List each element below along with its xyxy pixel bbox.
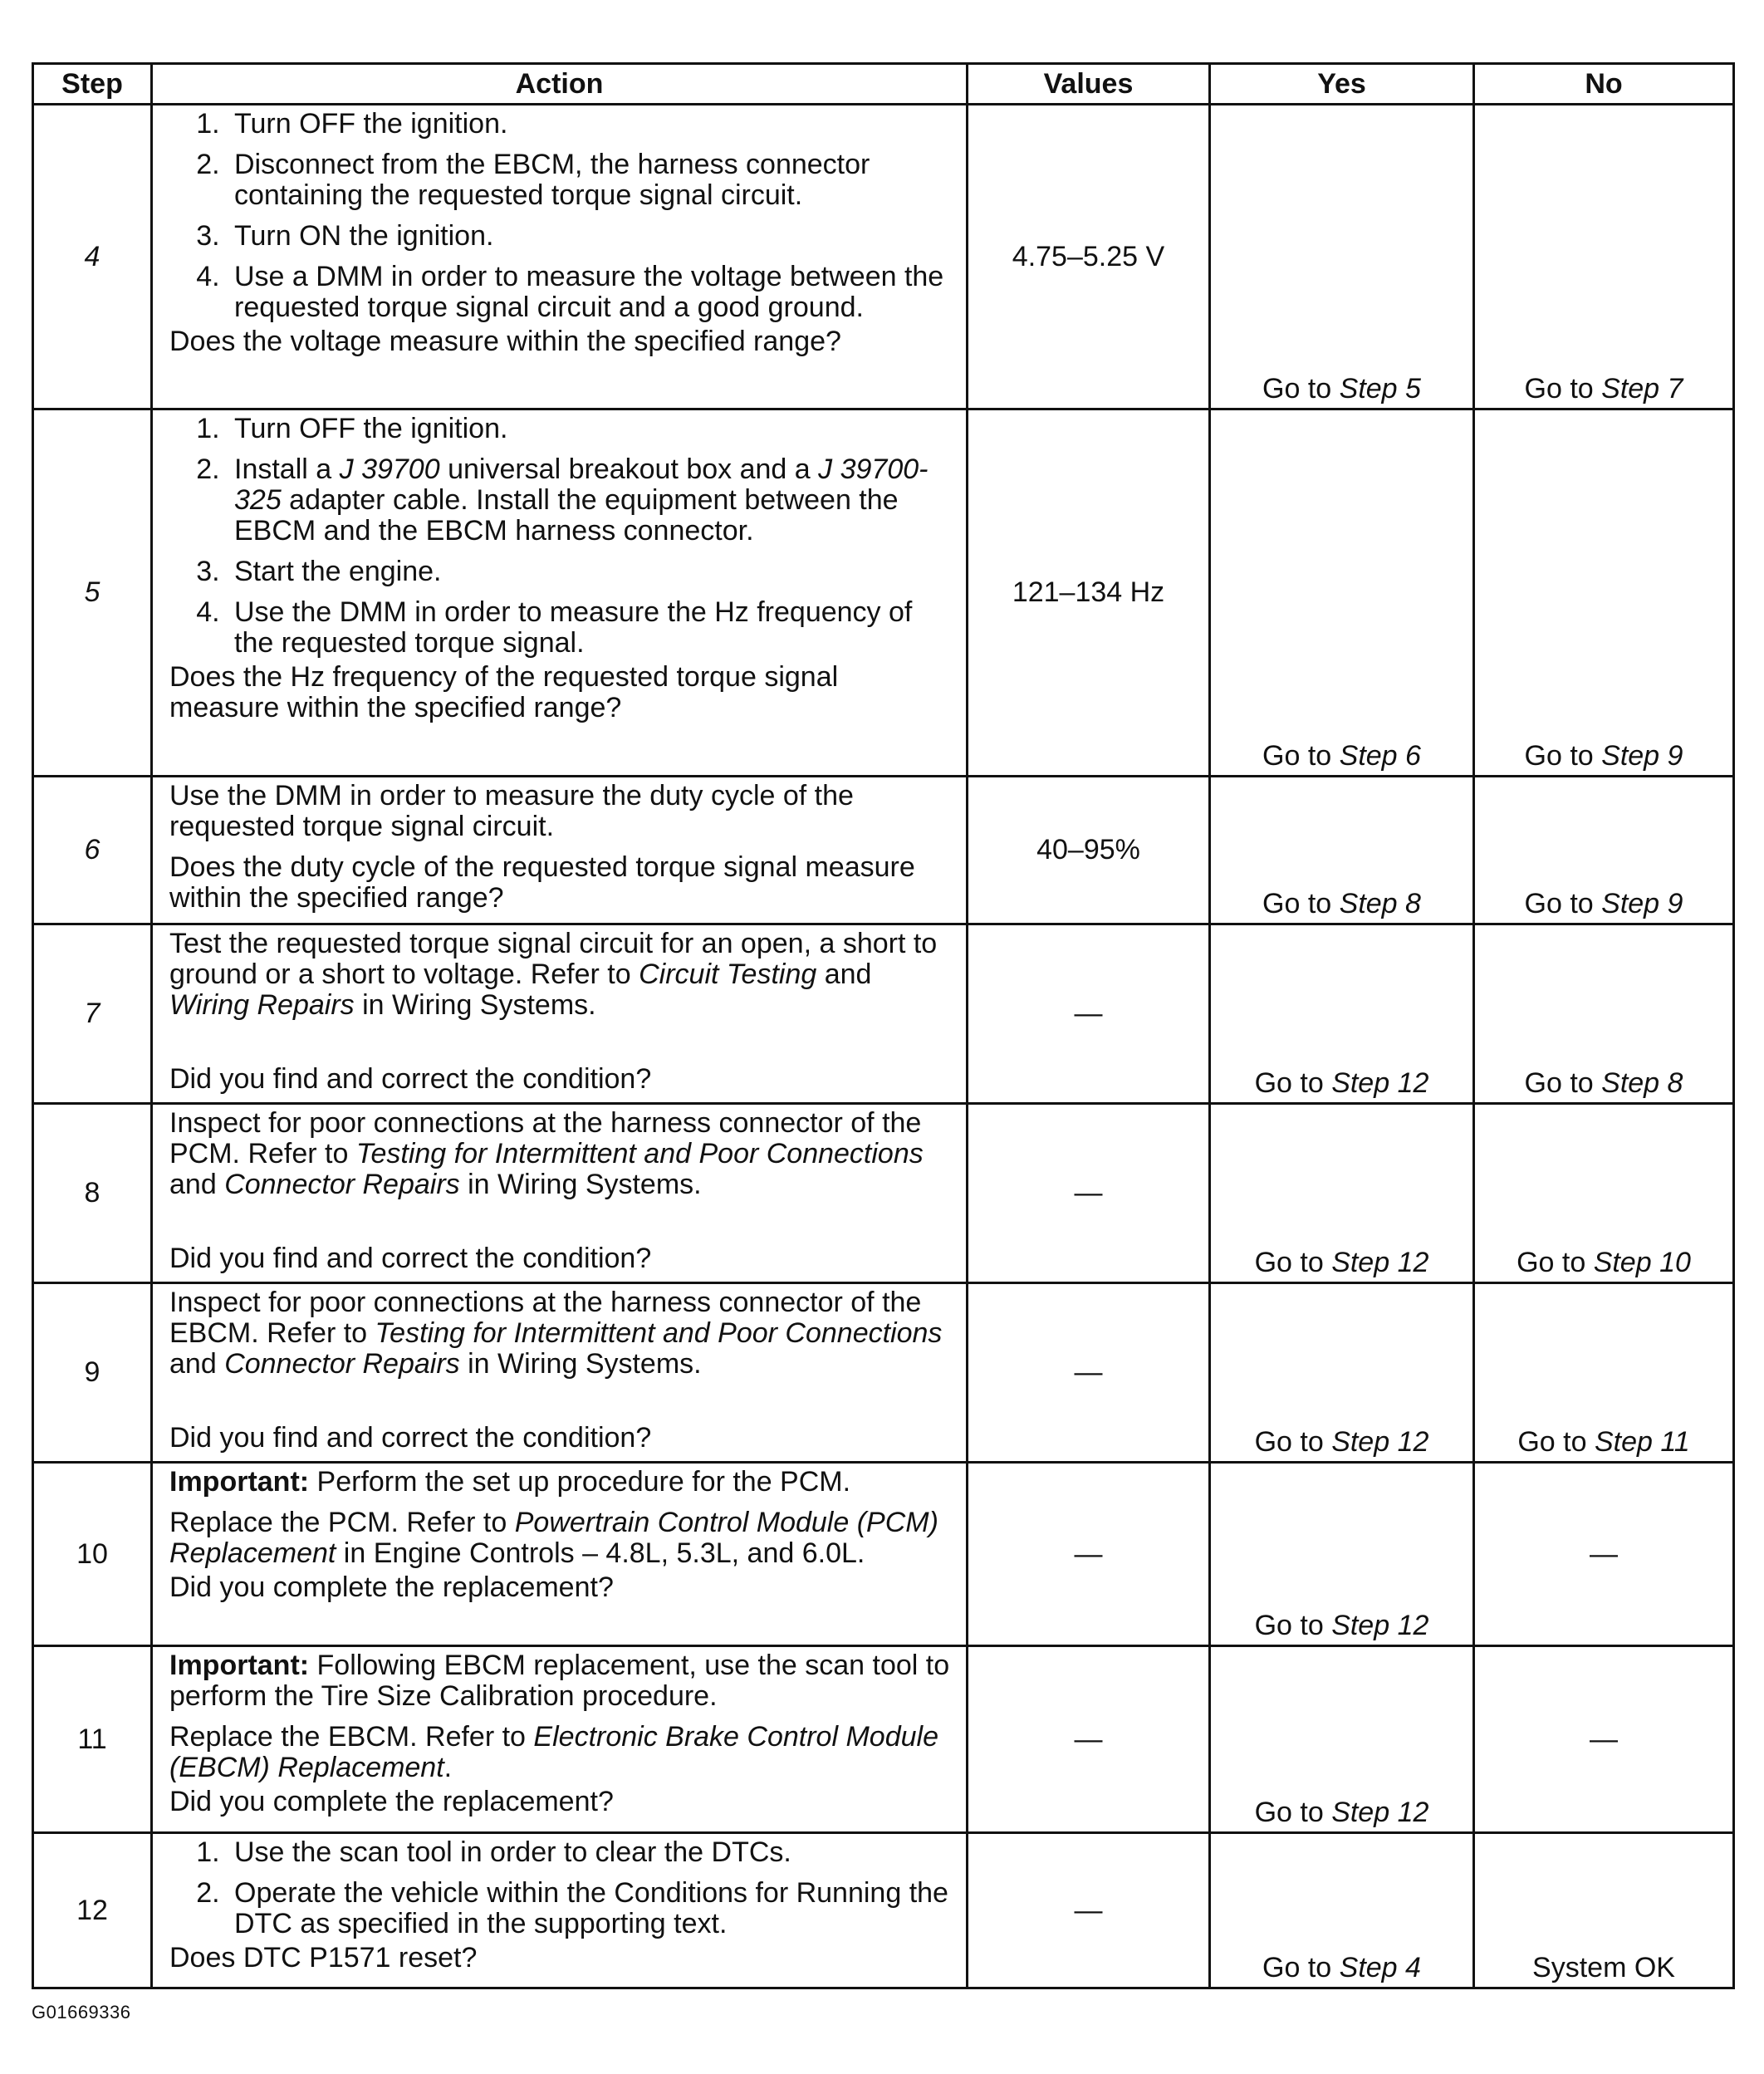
yes-goto-prefix: Go to [1254, 1067, 1332, 1099]
doc-ref: Circuit Testing [639, 959, 817, 990]
action-text: Replace the PCM. Refer to Powertrain Control Module (PCM) Replacement in Engine Controls – 4.8L, 5.3L, and 6.0L. [169, 1507, 938, 1569]
action-cell [152, 105, 968, 409]
values-cell: — [968, 924, 1210, 1104]
values-cell: — [968, 1283, 1210, 1463]
yes-step-ref: Step 6 [1339, 740, 1421, 772]
yes-goto-prefix: Go to [1262, 740, 1340, 772]
yes-step-ref: Step 5 [1339, 373, 1421, 405]
no-cell [1474, 409, 1734, 777]
yes-cell [1210, 105, 1474, 409]
yes-goto-prefix: Go to [1254, 1426, 1332, 1458]
header-no: No [1474, 64, 1734, 105]
yes-cell [1210, 1283, 1474, 1463]
values-cell: — [968, 1646, 1210, 1833]
yes-step-ref: Step 12 [1331, 1247, 1429, 1278]
table-row [33, 924, 1734, 1104]
no-step-ref: Step 7 [1601, 373, 1683, 405]
yes-cell [1210, 1104, 1474, 1283]
table-row [33, 1646, 1734, 1833]
table-row [33, 777, 1734, 924]
action-step: 3. Turn ON the ignition. [228, 221, 954, 252]
yes-cell [1210, 409, 1474, 777]
no-cell: — [1474, 1463, 1734, 1646]
action-cell [152, 1104, 968, 1283]
action-question: Does DTC P1571 reset? [169, 1942, 478, 1973]
action-question: Did you complete the replacement? [169, 1571, 614, 1603]
yes-step-ref: Step 12 [1331, 1797, 1429, 1828]
doc-ref: Wiring Repairs [169, 989, 355, 1021]
yes-goto-prefix: Go to [1254, 1797, 1332, 1828]
values-cell: 4.75–5.25 V [968, 105, 1210, 409]
action-text: Test the requested torque signal circuit for an open, a short to ground or a short to voltage. Refer to Circuit Testing and Wiring Repairs in Wiring Systems. [169, 928, 938, 1021]
no-cell [1474, 1283, 1734, 1463]
no-step-ref: Step 8 [1601, 1067, 1683, 1099]
step-number: 9 [33, 1283, 152, 1463]
yes-goto-prefix: Go to [1262, 888, 1340, 919]
yes-step-ref: Step 12 [1331, 1610, 1429, 1641]
action-cell [152, 1283, 968, 1463]
action-question: Did you find and correct the condition? [169, 1063, 652, 1095]
action-question: Did you complete the replacement? [169, 1786, 614, 1817]
diagnostic-table-page [32, 62, 1732, 1989]
action-cell [152, 409, 968, 777]
step-number: 4 [33, 105, 152, 409]
yes-step-ref: Step 12 [1331, 1067, 1429, 1099]
no-cell: — [1474, 1646, 1734, 1833]
yes-cell [1210, 1463, 1474, 1646]
yes-cell [1210, 924, 1474, 1104]
doc-ref: Powertrain Control Module (PCM) Replacement [169, 1507, 938, 1569]
doc-ref: Connector Repairs [224, 1169, 460, 1200]
action-step: 2. Disconnect from the EBCM, the harness connector containing the requested torque signal circuit. [228, 150, 954, 211]
doc-ref: Testing for Intermittent and Poor Connections [355, 1138, 924, 1169]
header-action: Action [152, 64, 968, 105]
doc-ref: Electronic Brake Control Module (EBCM) Replacement [169, 1721, 938, 1783]
no-step-ref: Step 11 [1594, 1426, 1690, 1458]
action-question: Does the voltage measure within the specified range? [169, 326, 841, 357]
important-note: Important: Perform the set up procedure for the PCM. [169, 1466, 851, 1498]
action-step: 1. Turn OFF the ignition. [228, 109, 954, 140]
table-header-row [33, 64, 1734, 105]
step-number: 11 [33, 1646, 152, 1833]
doc-ref: Connector Repairs [224, 1348, 460, 1380]
yes-step-ref: Step 4 [1339, 1952, 1421, 1983]
table-row [33, 1463, 1734, 1646]
table-row [33, 105, 1734, 409]
no-step-ref: Step 9 [1601, 740, 1683, 772]
no-step-ref: Step 9 [1601, 888, 1683, 919]
values-cell: 121–134 Hz [968, 409, 1210, 777]
yes-step-ref: Step 8 [1339, 888, 1421, 919]
action-text: Use the DMM in order to measure the duty cycle of the requested torque signal circuit. [169, 780, 854, 842]
action-cell [152, 924, 968, 1104]
action-question: Does the Hz frequency of the requested torque signal measure within the specified range? [169, 661, 839, 723]
values-cell: — [968, 1104, 1210, 1283]
action-question: Did you find and correct the condition? [169, 1243, 652, 1274]
yes-cell [1210, 1646, 1474, 1833]
no-goto-prefix: Go to [1517, 1426, 1595, 1458]
action-cell [152, 1833, 968, 1988]
table-row [33, 409, 1734, 777]
action-text: Inspect for poor connections at the harness connector of the EBCM. Refer to Testing for Intermittent and Poor Connections and Connector Repairs in Wiring Systems. [169, 1287, 943, 1380]
step-number: 7 [33, 924, 152, 1104]
tool-ref: J 39700 [339, 454, 440, 485]
header-values: Values [968, 64, 1210, 105]
action-step: 2. Operate the vehicle within the Conditions for Running the DTC as specified in the supporting text. [228, 1878, 954, 1939]
yes-step-ref: Step 12 [1331, 1426, 1429, 1458]
action-step: 3. Start the engine. [228, 556, 954, 587]
action-cell [152, 1463, 968, 1646]
no-cell [1474, 105, 1734, 409]
action-cell [152, 777, 968, 924]
no-goto-prefix: Go to [1524, 888, 1602, 919]
values-cell: 40–95% [968, 777, 1210, 924]
tool-ref: J 39700-325 [234, 454, 929, 516]
step-number: 10 [33, 1463, 152, 1646]
doc-ref: Testing for Intermittent and Poor Connections [375, 1317, 943, 1349]
action-steps-list [169, 109, 954, 323]
yes-cell [1210, 1833, 1474, 1988]
no-goto-prefix: Go to [1517, 1247, 1594, 1278]
action-question: Did you find and correct the condition? [169, 1422, 652, 1454]
action-question: Does the duty cycle of the requested torque signal measure within the specified range? [169, 851, 915, 914]
step-number: 12 [33, 1833, 152, 1988]
header-step: Step [33, 64, 152, 105]
yes-goto-prefix: Go to [1254, 1610, 1332, 1641]
action-steps-list [169, 414, 954, 659]
yes-cell [1210, 777, 1474, 924]
no-step-ref: Step 10 [1593, 1247, 1691, 1278]
values-cell: — [968, 1833, 1210, 1988]
yes-goto-prefix: Go to [1254, 1247, 1332, 1278]
figure-id: G01669336 [32, 2002, 131, 2023]
important-label: Important: [169, 1466, 310, 1498]
important-label: Important: [169, 1650, 310, 1681]
no-goto-prefix: Go to [1524, 1067, 1602, 1099]
diagnostic-table [32, 62, 1735, 1989]
action-step: 4. Use a DMM in order to measure the voltage between the requested torque signal circuit and a good ground. [228, 262, 954, 323]
action-steps-list [169, 1837, 954, 1939]
action-text: Inspect for poor connections at the harness connector of the PCM. Refer to Testing for Intermittent and Poor Connections and Connector Repairs in Wiring Systems. [169, 1107, 924, 1200]
table-row [33, 1104, 1734, 1283]
header-yes: Yes [1210, 64, 1474, 105]
step-number: 8 [33, 1104, 152, 1283]
no-cell [1474, 1833, 1734, 1988]
values-cell: — [968, 1463, 1210, 1646]
action-step: 2. Install a J 39700 universal breakout box and a J 39700-325 adapter cable. Install the equipment between the EBCM and the EBCM harness connector. [228, 454, 954, 547]
step-number: 6 [33, 777, 152, 924]
no-goto-prefix: Go to [1524, 373, 1602, 405]
no-cell [1474, 777, 1734, 924]
no-outcome-text: System OK [1532, 1952, 1675, 1983]
action-step: 4. Use the DMM in order to measure the Hz frequency of the requested torque signal. [228, 597, 954, 659]
important-note: Important: Following EBCM replacement, use the scan tool to perform the Tire Size Calibration procedure. [169, 1650, 950, 1712]
yes-goto-prefix: Go to [1262, 1952, 1340, 1983]
no-goto-prefix: Go to [1524, 740, 1602, 772]
no-cell [1474, 1104, 1734, 1283]
action-step: 1. Turn OFF the ignition. [228, 414, 954, 444]
action-cell [152, 1646, 968, 1833]
table-row [33, 1833, 1734, 1988]
step-number: 5 [33, 409, 152, 777]
yes-goto-prefix: Go to [1262, 373, 1340, 405]
action-text: Replace the EBCM. Refer to Electronic Brake Control Module (EBCM) Replacement. [169, 1721, 938, 1783]
table-row [33, 1283, 1734, 1463]
no-cell [1474, 924, 1734, 1104]
action-step: 1. Use the scan tool in order to clear the DTCs. [228, 1837, 954, 1868]
